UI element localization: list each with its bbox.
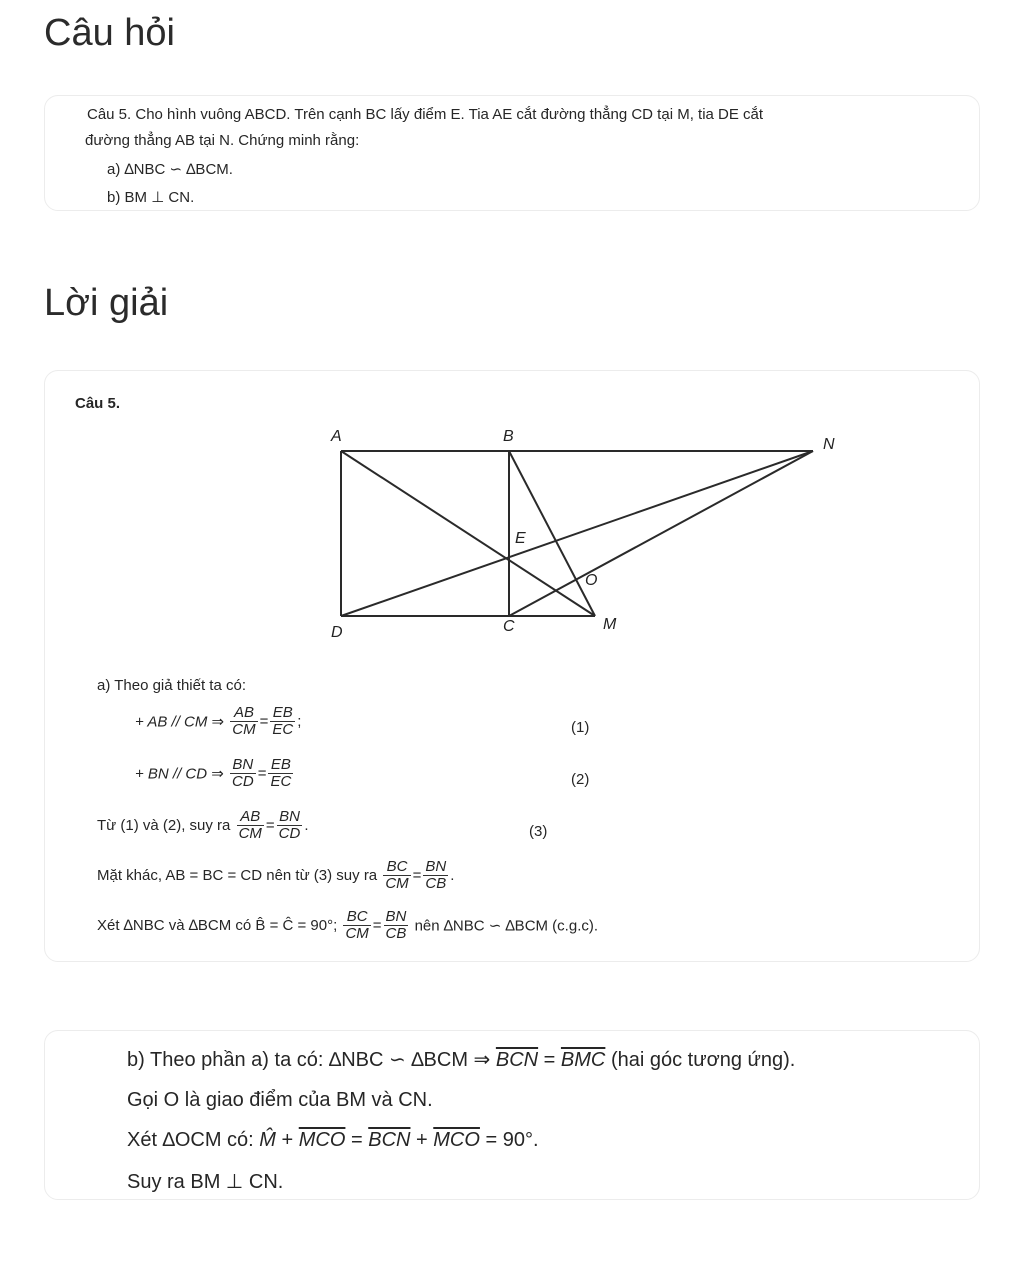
question-part-b: b) BM ⊥ CN.	[107, 189, 195, 206]
label-A: A	[331, 428, 342, 445]
question-line-2: đường thẳng AB tại N. Chứng minh rằng:	[85, 132, 360, 149]
question-card	[44, 95, 980, 211]
part-b-line-1: b) Theo phần a) ta có: ∆NBC ∽ ∆BCM ⇒ $\overline{BCN} = \overline{BMC}$ (hai góc tương ứng).	[127, 1049, 796, 1071]
tag-3: (3)	[529, 823, 548, 840]
solution-title: Câu 5.	[75, 395, 121, 412]
segment-CN	[509, 451, 813, 616]
question-part-a: a) ∆NBC ∽ ∆BCM.	[107, 161, 233, 178]
solution-card	[44, 370, 980, 962]
question-line-1: Câu 5. Cho hình vuông ABCD. Trên cạnh BC lấy điểm E. Tia AE cắt đường thẳng CD tại M, tia DE cắt	[87, 106, 764, 123]
label-M: M	[603, 616, 617, 633]
label-E: E	[515, 530, 526, 547]
question-heading: Câu hỏi	[44, 12, 175, 54]
tag-2: (2)	[571, 771, 590, 788]
tag-1: (1)	[571, 719, 590, 736]
segment-DN	[341, 451, 813, 616]
step-3: Từ (1) và (2), suy ra $\frac{AB}{CM}$ = $\frac{BN}{CD}$ .	[97, 808, 309, 842]
step-1: + AB // CM ⇒ $\frac{AB}{CM}$ = $\frac{EB}{EC}$ ;	[135, 704, 302, 738]
solution-heading: Lời giải	[44, 282, 169, 324]
part-b-line-3: Xét ∆OCM có: M̂ + $\overline{MCO} = \overline{BCN} + \overline{MCO} = 90^\circ$.	[127, 1129, 539, 1151]
label-D: D	[331, 624, 343, 641]
solution-intro: a) Theo giả thiết ta có:	[97, 677, 246, 694]
segment-AM	[341, 451, 598, 616]
part-b-card	[44, 1030, 980, 1200]
step-2: + BN // CD ⇒ $\frac{BN}{CD}$ = $\frac{EB}{EC}$	[135, 756, 292, 790]
part-b-line-4: Suy ra BM ⊥ CN.	[127, 1171, 284, 1193]
label-B: B	[503, 428, 514, 445]
step-5: Xét ∆NBC và ∆BCM có B̂ = Ĉ = 90°; $\frac{BC}{CM}$ = $\frac{BN}{CB}$ nên ∆NBC ∽ ∆BCM (c.g.c).	[97, 908, 599, 942]
geometry-figure	[265, 411, 865, 651]
label-O: O	[585, 572, 598, 589]
label-C: C	[503, 618, 515, 635]
part-b-line-2: Gọi O là giao điểm của BM và CN.	[127, 1089, 433, 1111]
step-4: Mặt khác, AB = BC = CD nên từ (3) suy ra $\frac{BC}{CM}$ = $\frac{BN}{CB}$ .	[97, 858, 455, 892]
label-N: N	[823, 436, 835, 453]
